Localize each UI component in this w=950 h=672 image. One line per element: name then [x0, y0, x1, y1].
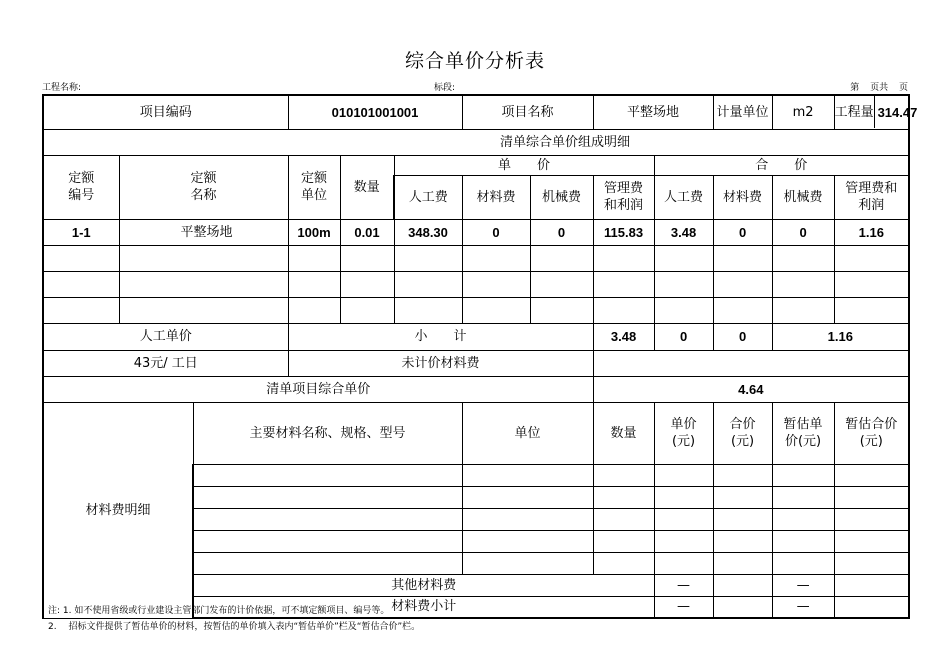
unit-price-value: 4.64 — [593, 376, 909, 402]
material-subtotal-label: 材料费小计 — [193, 596, 654, 618]
row-code: 1-1 — [43, 219, 119, 245]
unit-price-label: 清单项目综合单价 — [43, 376, 593, 402]
col-mgmt-unit: 管理费 和利润 — [593, 175, 654, 219]
col-machine: 机械费 — [530, 175, 593, 219]
subtotal-material: 0 — [654, 323, 713, 350]
row-material-total: 0 — [713, 219, 772, 245]
materials-section-label: 材料费明细 — [43, 402, 193, 618]
table-row — [43, 271, 909, 297]
col-est-unit-price: 暂估单 价(元) — [772, 402, 834, 464]
col-material-qty: 数量 — [593, 402, 654, 464]
row-mgmt: 115.83 — [593, 219, 654, 245]
col-labor: 人工费 — [394, 175, 462, 219]
row-unit: 100m — [288, 219, 340, 245]
col-quantity: 数量 — [340, 155, 394, 219]
table-row — [43, 297, 909, 323]
other-material-label: 其他材料费 — [193, 574, 654, 596]
other-total-price — [713, 574, 772, 596]
name-value: 平整场地 — [593, 95, 713, 129]
col-machine-total: 机械费 — [772, 175, 834, 219]
page-label: 第 页共 页 — [850, 83, 908, 93]
project-name-label: 工程名称: — [42, 83, 82, 93]
subtotal-labor: 3.48 — [593, 323, 654, 350]
footnote-2: 2. 招标文件提供了暂估单价的材料，按暂估的单价填入表内“暂估单价”栏及“暂估合价”栏。 — [48, 622, 421, 632]
header-row — [43, 95, 909, 129]
col-material-unit: 单位 — [462, 402, 593, 464]
table-row — [43, 219, 909, 245]
subtotal-mgmt: 1.16 — [772, 323, 909, 350]
unpriced-material-value — [593, 350, 909, 376]
qty-value: 314.47 — [877, 104, 918, 120]
labor-rate-value: 43元/ 工日 — [43, 350, 288, 376]
subtotal-est-total — [834, 596, 909, 618]
row-mgmt-total: 1.16 — [834, 219, 909, 245]
unit-price-group: 单 价 — [394, 155, 654, 175]
col-material: 材料费 — [462, 175, 530, 219]
unit-value: m2 — [772, 95, 834, 129]
other-unit-price-dash: — — [654, 574, 713, 596]
row-labor-total: 3.48 — [654, 219, 713, 245]
col-material-unit-price: 单价 (元) — [654, 402, 713, 464]
row-qty: 0.01 — [340, 219, 394, 245]
subtotal-machine: 0 — [713, 323, 772, 350]
unit-price-analysis-table — [42, 94, 918, 619]
col-material-name: 主要材料名称、规格、型号 — [193, 402, 462, 464]
composition-title: 清单综合单价组成明细 — [43, 129, 909, 155]
total-price-group: 合 价 — [654, 155, 909, 175]
labor-rate-label: 人工单价 — [43, 323, 288, 350]
section-label: 标段: — [434, 83, 456, 93]
subtotal-est-unit-dash: — — [772, 596, 834, 618]
code-label: 项目编码 — [43, 95, 288, 129]
page-title: 综合单价分析表 — [404, 50, 545, 72]
row-material: 0 — [462, 219, 530, 245]
col-est-total-price: 暂估合价 (元) — [834, 402, 909, 464]
row-machine: 0 — [530, 219, 593, 245]
qty-cell — [834, 95, 918, 129]
row-name: 平整场地 — [119, 219, 288, 245]
other-est-unit-dash: — — [772, 574, 834, 596]
col-mgmt-total: 管理费和 利润 — [834, 175, 909, 219]
unit-label: 计量单位 — [713, 95, 772, 129]
subtotal-unit-price-dash: — — [654, 596, 713, 618]
row-labor: 348.30 — [394, 219, 462, 245]
col-material-total-price: 合价 (元) — [713, 402, 772, 464]
col-material-total: 材料费 — [713, 175, 772, 219]
col-quota-unit: 定额 单位 — [288, 155, 340, 219]
unpriced-material-label: 未计价材料费 — [288, 350, 593, 376]
subtotal-label: 小 计 — [288, 323, 593, 350]
table-row — [43, 245, 909, 271]
subtotal-total-price — [713, 596, 772, 618]
col-labor-total: 人工费 — [654, 175, 713, 219]
footnote-1: 注: 1. 如不使用省级或行业建设主管部门发布的计价依据，可不填定额项目、编号等。 — [48, 606, 390, 616]
qty-label: 工程量 — [835, 96, 875, 128]
code-value: 010101001001 — [288, 95, 462, 129]
name-label: 项目名称 — [462, 95, 593, 129]
other-est-total — [834, 574, 909, 596]
col-quota-code: 定额 编号 — [43, 155, 119, 219]
row-machine-total: 0 — [772, 219, 834, 245]
col-quota-name: 定额 名称 — [119, 155, 288, 219]
